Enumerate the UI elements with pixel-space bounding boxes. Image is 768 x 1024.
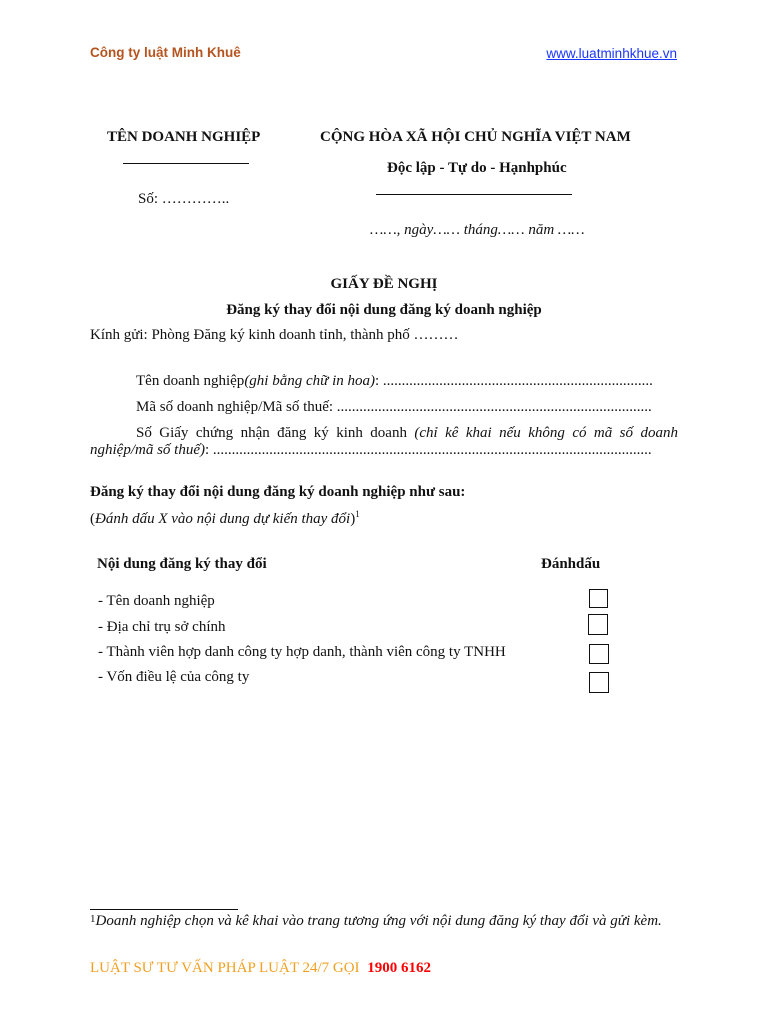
cert-dots: : ..................................................................................................................... <box>204 442 652 458</box>
field-enterprise-name-label: Tên doanh nghiệp <box>136 373 245 389</box>
cert-word: kinh <box>336 425 363 441</box>
field-certificate-line2 <box>90 442 652 459</box>
row-label-enterprise-name: - Tên doanh nghiệp <box>98 593 215 609</box>
field-enterprise-name-hint: (ghi bằng chữ in hoa) <box>244 373 375 389</box>
column-header-content: Nội dung đăng ký thay đổi <box>97 556 267 572</box>
cert-hint-word: kê <box>445 425 459 441</box>
instruction-text: Đánh dấu X vào nội dung dự kiến thay đổi <box>95 511 351 527</box>
document-number: Số: ………….. <box>138 191 230 207</box>
cert-hint-word: không <box>528 425 565 441</box>
field-certificate-line1 <box>136 425 678 442</box>
row-label-head-office: - Địa chỉ trụ sở chính <box>98 619 226 635</box>
checkbox-charter-capital[interactable] <box>589 672 609 693</box>
cert-hint-word: (chỉ <box>414 425 438 441</box>
cert-word: đăng <box>277 425 307 441</box>
field-enterprise-name <box>136 373 653 390</box>
enterprise-underline <box>123 163 249 164</box>
cert-word: chứng <box>195 425 234 441</box>
footer-phone[interactable]: 1900 6162 <box>367 960 432 976</box>
footer-text: LUẬT SƯ TƯ VẤN PHÁP LUẬT 24/7 GỌI <box>90 960 360 976</box>
footnote-text: Doanh nghiệp chọn và kê khai vào trang tương ứng với nội dung đăng ký thay đổi và gửi kèm. <box>95 913 662 929</box>
cert-word: nhận <box>240 425 270 441</box>
enterprise-name-heading: TÊN DOANH NGHIỆP <box>107 129 261 145</box>
footnote-mark: 1 <box>90 913 96 925</box>
document-subtitle: Đăng ký thay đổi nội dung đăng ký doanh nghiệp <box>226 302 542 318</box>
field-enterprise-name-dots: : ........................................................................ <box>374 373 653 389</box>
country-heading: CỘNG HÒA XÃ HỘI CHỦ NGHĨA VIỆT NAM <box>320 129 631 145</box>
company-name: Công ty luật Minh Khuê <box>90 45 241 60</box>
checkbox-members[interactable] <box>589 644 609 664</box>
addressee: Kính gửi: Phòng Đăng ký kinh doanh tỉnh, thành phố ……… <box>90 327 459 343</box>
cert-hint-word: có <box>572 425 587 441</box>
cert-hint-word: doanh <box>640 425 678 441</box>
checkbox-enterprise-name[interactable] <box>589 589 608 608</box>
checkbox-head-office[interactable] <box>588 614 608 635</box>
field-tax-code: Mã số doanh nghiệp/Mã số thuế: .................................................................................... <box>136 399 652 415</box>
footnote-separator <box>90 909 238 910</box>
cert-word: Giấy <box>159 425 189 441</box>
document-title: GIẤY ĐỀ NGHỊ <box>330 276 438 292</box>
footer-hotline <box>90 960 431 977</box>
footnote <box>90 913 662 930</box>
column-header-mark: Đánhdấu <box>541 556 601 572</box>
cert-hint-word: nếu <box>499 425 521 441</box>
cert-word: ký <box>313 425 329 441</box>
cert-hint-word: khai <box>465 425 492 441</box>
section-instruction: (Đánh dấu X vào nội dung dự kiến thay đổi)$^1$ <box>90 509 360 527</box>
row-label-members: - Thành viên hợp danh công ty hợp danh, thành viên công ty TNHH <box>98 644 506 660</box>
footnote-reference: 1 <box>355 509 360 519</box>
cert-hint-word: mã <box>593 425 613 441</box>
cert-word: doanh <box>370 425 407 441</box>
section-heading: Đăng ký thay đổi nội dung đăng ký doanh nghiệp như sau: <box>90 484 466 500</box>
motto-underline <box>376 194 572 195</box>
website-link[interactable]: www.luatminhkhue.vn <box>546 46 677 61</box>
cert-hint-word: số <box>619 425 634 441</box>
motto: Độc lập - Tự do - Hạnhphúc <box>387 160 567 176</box>
cert-word: Số <box>136 425 152 441</box>
date-line: ……, ngày…… tháng…… năm …… <box>370 222 585 238</box>
row-label-charter-capital: - Vốn điều lệ của công ty <box>98 669 250 685</box>
cert-hint-continued: nghiệp/mã số thuế) <box>90 442 205 458</box>
